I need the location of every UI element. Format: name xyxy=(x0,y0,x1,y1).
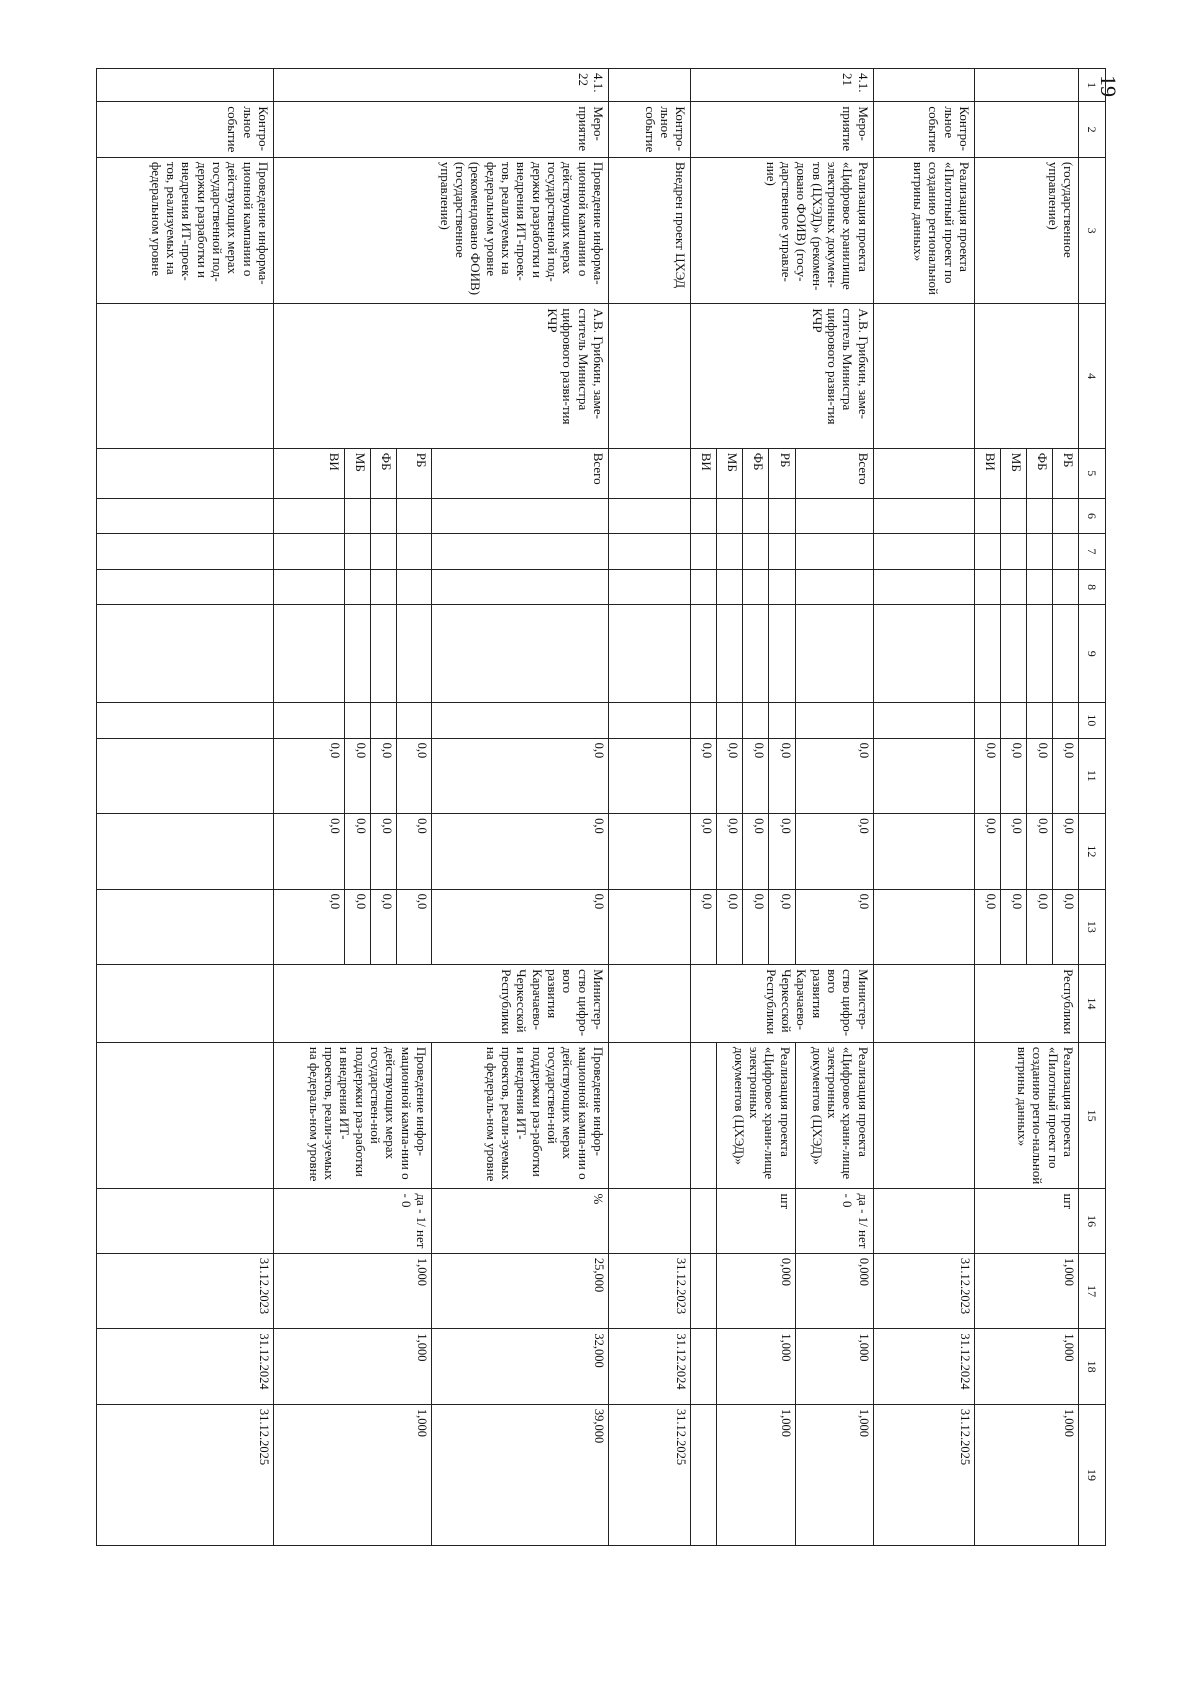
source-label: ВИ xyxy=(691,448,717,498)
col-header: 19 xyxy=(1078,1404,1105,1545)
col-header: 2 xyxy=(1078,102,1105,158)
source-label: РБ xyxy=(1052,448,1078,498)
measure-row-4-1-21 xyxy=(795,69,873,1546)
cell-text: Реализация проекта «Цифровое хранилище электронных докумен-тов (ЦХЭД)» (рекомен-довано ФОИВ) (госу-дарственное управле-ние) xyxy=(691,157,873,304)
cell-value: 0,0 xyxy=(795,814,873,890)
cell-value: 1,000 xyxy=(975,1253,1079,1329)
cell-value: 39,000 xyxy=(432,1404,609,1545)
cell-value: 1,000 xyxy=(795,1404,873,1545)
col-header: 9 xyxy=(1078,605,1105,703)
source-label: МБ xyxy=(717,448,743,498)
cell-text: Реализация проекта «Пилотный проект по созданию регио-нальной витрины данных» xyxy=(975,1042,1079,1189)
cell-value: 0,0 xyxy=(1052,738,1078,814)
cell-value: 0,0 xyxy=(769,889,795,965)
row-number: 4.1.22 xyxy=(274,69,609,102)
source-label: ВИ xyxy=(274,448,345,498)
cell-value: 0,0 xyxy=(432,814,609,890)
cell-value: 0,0 xyxy=(1052,814,1078,890)
source-label: Всего xyxy=(795,448,873,498)
cell-text: (государственное управление) xyxy=(975,157,1079,304)
cell-value: 32,000 xyxy=(432,1329,609,1405)
col-header: 17 xyxy=(1078,1253,1105,1329)
cell-value: 0,0 xyxy=(274,889,345,965)
cell-date: 31.12.2023 xyxy=(873,1253,974,1329)
cell-value: 0,0 xyxy=(1027,814,1053,890)
indicator-text: Проведение инфор-мационной кампа-нии о действующих мерах государствен-ной поддержки раз-работки и внедрения ИТ-проектов, реали-зуемых на федераль-ном уровне xyxy=(432,1042,609,1189)
row-type: Меро-приятие xyxy=(691,102,873,158)
row-type: Меро-приятие xyxy=(274,102,609,158)
cell-value: 0,0 xyxy=(691,738,717,814)
cell-value: 0,0 xyxy=(769,814,795,890)
cell-value: 1,000 xyxy=(975,1404,1079,1545)
cell-value: 0,0 xyxy=(396,738,431,814)
cell-value: 0,000 xyxy=(795,1253,873,1329)
cell-value: 1,000 xyxy=(795,1329,873,1405)
responsible-person: А.В. Грибкин, заме-ститель Министра цифрового разви-тия КЧР xyxy=(274,304,609,448)
cell-value: 0,0 xyxy=(691,814,717,890)
col-header: 3 xyxy=(1078,157,1105,304)
unit: да - 1/ нет - 0 xyxy=(274,1189,432,1253)
cell-value: 0,0 xyxy=(743,889,769,965)
row-type: Контро-льное событие xyxy=(97,102,274,158)
cell-text: Проведение информа-ционной кампании о действующих мерах государственной под-держки разработки и внедрения ИТ-проек-тов, реализуемых на федеральном уровне xyxy=(97,157,274,304)
cell-value: 0,0 xyxy=(691,889,717,965)
unit: шт xyxy=(717,1189,795,1253)
col-header: 10 xyxy=(1078,703,1105,739)
cell-text: Проведение информа-ционной кампании о действующих мерах государственной под-держки разработки и внедрения ИТ-проек-тов, реализуемых на федеральном уровне (рекомендовано ФОИВ) (государственное управление) xyxy=(274,157,609,304)
cell-text: Республики xyxy=(975,965,1079,1043)
cell-value: 0,0 xyxy=(274,738,345,814)
unit: % xyxy=(432,1189,609,1253)
rotated-table-wrapper xyxy=(96,68,1106,1546)
cell-value: 0,0 xyxy=(370,738,396,814)
control-event-row xyxy=(608,69,691,1546)
cell-date: 31.12.2023 xyxy=(608,1253,691,1329)
source-label: ФБ xyxy=(1027,448,1053,498)
cell-value: 0,0 xyxy=(274,814,345,890)
cell-date: 31.12.2024 xyxy=(608,1329,691,1405)
cell-date: 31.12.2024 xyxy=(873,1329,974,1405)
cell-value: 0,0 xyxy=(396,889,431,965)
responsible-org: Министер-ство цифро-вого развития Карачаево-Черкесской Республики xyxy=(691,965,873,1043)
cell-value: 0,0 xyxy=(743,738,769,814)
source-label: ФБ xyxy=(370,448,396,498)
source-label: РБ xyxy=(396,448,431,498)
cell-date: 31.12.2024 xyxy=(97,1329,274,1405)
indicator-text: Реализация проекта «Цифровое храни-лище электронных документов (ЦХЭД)» xyxy=(795,1042,873,1189)
control-event-row xyxy=(873,69,974,1546)
col-header: 15 xyxy=(1078,1042,1105,1189)
cell-text: Реализация проекта «Пилотный проект по созданию региональной витрины данных» xyxy=(873,157,974,304)
cell-value: 0,0 xyxy=(370,889,396,965)
cell-value: 1,000 xyxy=(717,1404,795,1545)
cell-value: 0,0 xyxy=(396,814,431,890)
cell-value: 0,0 xyxy=(743,814,769,890)
cell-text: Внедрен проект ЦХЭД xyxy=(608,157,691,304)
row-number: 4.1.21 xyxy=(691,69,873,102)
cell-value: 0,0 xyxy=(769,738,795,814)
cell-value: 0,0 xyxy=(795,738,873,814)
cell-value: 0,0 xyxy=(975,889,1001,965)
row-type: Контро-льное событие xyxy=(873,102,974,158)
cell-value: 0,000 xyxy=(717,1253,795,1329)
col-header: 16 xyxy=(1078,1189,1105,1253)
cell-value: 0,0 xyxy=(975,814,1001,890)
col-header: 18 xyxy=(1078,1329,1105,1405)
indicator-text: Реализация проекта «Цифровое храни-лище электронных документов (ЦХЭД)» xyxy=(717,1042,795,1189)
cell-value: 0,0 xyxy=(1001,814,1027,890)
source-label: Всего xyxy=(432,448,609,498)
cell-value: 1,000 xyxy=(717,1329,795,1405)
cell-date: 31.12.2025 xyxy=(873,1404,974,1545)
col-header: 11 xyxy=(1078,738,1105,814)
measure-row-4-1-22 xyxy=(432,69,609,1546)
cell-value: 0,0 xyxy=(1027,889,1053,965)
col-header: 8 xyxy=(1078,569,1105,605)
col-header: 5 xyxy=(1078,448,1105,498)
source-label: РБ xyxy=(769,448,795,498)
unit: да - 1/ нет - 0 xyxy=(795,1189,873,1253)
cell-value: 1,000 xyxy=(274,1329,432,1405)
control-event-row xyxy=(97,69,274,1546)
cell-value: 0,0 xyxy=(795,889,873,965)
page-number: 19 xyxy=(1096,75,1121,97)
cell-value: 0,0 xyxy=(370,814,396,890)
cell-text: шт xyxy=(975,1189,1079,1253)
cell-value: 1,000 xyxy=(274,1404,432,1545)
cell-value: 0,0 xyxy=(717,814,743,890)
cell-value: 0,0 xyxy=(1001,889,1027,965)
cell-value: 0,0 xyxy=(344,738,370,814)
cell-date: 31.12.2023 xyxy=(97,1253,274,1329)
source-label: МБ xyxy=(1001,448,1027,498)
plan-table xyxy=(96,68,1106,1546)
col-header: 7 xyxy=(1078,534,1105,570)
cell-value: 0,0 xyxy=(717,738,743,814)
col-header: 1 xyxy=(1078,69,1105,102)
cell-date: 31.12.2025 xyxy=(97,1404,274,1545)
cell-value: 25,000 xyxy=(432,1253,609,1329)
col-header: 6 xyxy=(1078,498,1105,534)
cell-value: 0,0 xyxy=(1052,889,1078,965)
cell-value: 0,0 xyxy=(975,738,1001,814)
source-label: МБ xyxy=(344,448,370,498)
responsible-org: Министер-ство цифро-вого развития Карачаево-Черкесской Республики xyxy=(274,965,609,1043)
cell-value: 0,0 xyxy=(432,738,609,814)
source-label: ВИ xyxy=(975,448,1001,498)
col-header: 13 xyxy=(1078,889,1105,965)
cell-value: 0,0 xyxy=(1001,738,1027,814)
col-header: 14 xyxy=(1078,965,1105,1043)
cell-value: 1,000 xyxy=(975,1329,1079,1405)
col-header: 12 xyxy=(1078,814,1105,890)
column-number-row xyxy=(1078,69,1105,1546)
row-type: Контро-льное событие xyxy=(608,102,691,158)
col-header: 4 xyxy=(1078,304,1105,448)
cell-value: 0,0 xyxy=(344,814,370,890)
cell-value: 1,000 xyxy=(274,1253,432,1329)
responsible-person: А.В. Грибкин, заме-ститель Министра цифрового разви-тия КЧР xyxy=(691,304,873,448)
cell-value: 0,0 xyxy=(717,889,743,965)
cell-value: 0,0 xyxy=(344,889,370,965)
source-label: ФБ xyxy=(743,448,769,498)
table-row xyxy=(1052,69,1078,1546)
indicator-text: Проведение инфор-мационной кампа-нии о действующих мерах государствен-ной поддержки раз-работки и внедрения ИТ-проектов, реали-зуемых на федераль-ном уровне xyxy=(274,1042,432,1189)
cell-value: 0,0 xyxy=(1027,738,1053,814)
cell-date: 31.12.2025 xyxy=(608,1404,691,1545)
cell-value: 0,0 xyxy=(432,889,609,965)
